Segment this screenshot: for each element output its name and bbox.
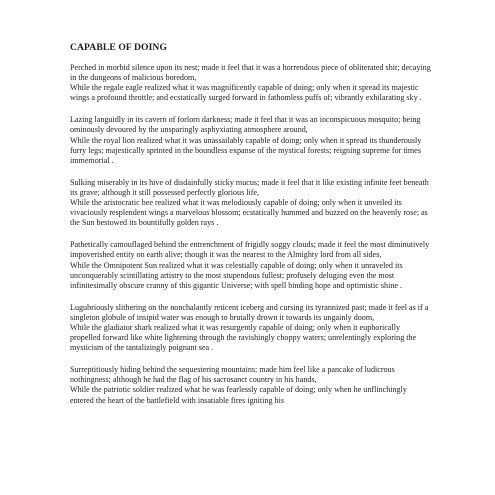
stanza-2 (70, 115, 431, 165)
stanza-line: Lazing languidly in its cavern of forlorn darkness; made it feel that it was an inconspicuous mosquito; being ominously devoured by the unsparingly asphyxiating atmosphere around, (70, 115, 421, 135)
stanza-line: While the gladiator shark realized what it was resurgently capable of doing; only when it euphorically propelled forward like white lightening through the ravishingly choppy waters; unrelentingly exploring the mysticism of the tantalizingly poignant sea . (70, 322, 417, 353)
stanza-line: Pathetically camouflaged behind the entrenchment of frigidly soggy clouds; made it feel the most diminutively impoverished entity on earth alive; though it was the nearest to the Almighty lord from all sides, (70, 240, 430, 260)
stanza-6 (70, 365, 431, 405)
stanza-line: Perched in morbid silence upon its nest; made it feel that it was a horrendous piece of obliterated shit; decaying in the dungeons of malicious boredom, (70, 63, 431, 83)
stanza-line: While the aristocratic bee realized what it was melodiously capable of doing; only when it unveiled its vivaciously resplendent wings a marvelous blossom; ecstatically hummed and buzzed on the heavenly rose; as the Sun bestowed its bountifully golden rays . (70, 198, 428, 228)
stanza-3 (70, 178, 431, 228)
stanza-line: While the Omnipotent Sun realized what it was celestially capable of doing; only when it unraveled its unconquerably scintillating artistry to the most stupendous fullest; profusely deluging even the most infinitesimally obscure cranny of this gigantic Universe; with spell binding hope and optimistic shine . (70, 260, 403, 290)
stanza-line: While the regale eagle realized what it was magnificently capable of doing; only when it spread its majestic wings a profound throttle; and ecstatically surged forward in fathomless puffs of; vibrantly exhilarating sky . (70, 83, 422, 103)
stanza-line: Lugubriously slithering on the nonchalantly reticent iceberg and cursing its tyrannized past; made it feel as if a singleton globule of insipid water was enough to brutally drown it towards its ungainly doom, (70, 302, 429, 322)
stanza-line: Sulking miserably in its hive of disdainfully sticky mucus; made it feel that it like existing infinite feet beneath its grave; although it still possessed perfectly glorious life, (70, 177, 429, 197)
stanza-5 (70, 303, 431, 353)
stanza-4 (70, 240, 431, 290)
stanza-line: While the patriotic soldier realized what he was fearlessly capable of doing; only when he unflinchingly entered the heart of the battlefield with insatiable fires igniting his (70, 385, 407, 405)
stanza-line: Surreptitiously hiding behind the sequestering mountains; made him feel like a pancake of ludicrous nothingness; although he had the flag of his sacrosanct country in his hands, (70, 365, 395, 385)
stanza-1 (70, 63, 431, 103)
document-title: CAPABLE OF DOING (70, 42, 168, 53)
stanza-line: While the royal lion realized what it was unassailably capable of doing; only when it spread its thunderously furry legs; majestically sprinted in the boundless expanse of the mystical forests; reigning supreme for times immemorial . (70, 135, 422, 165)
